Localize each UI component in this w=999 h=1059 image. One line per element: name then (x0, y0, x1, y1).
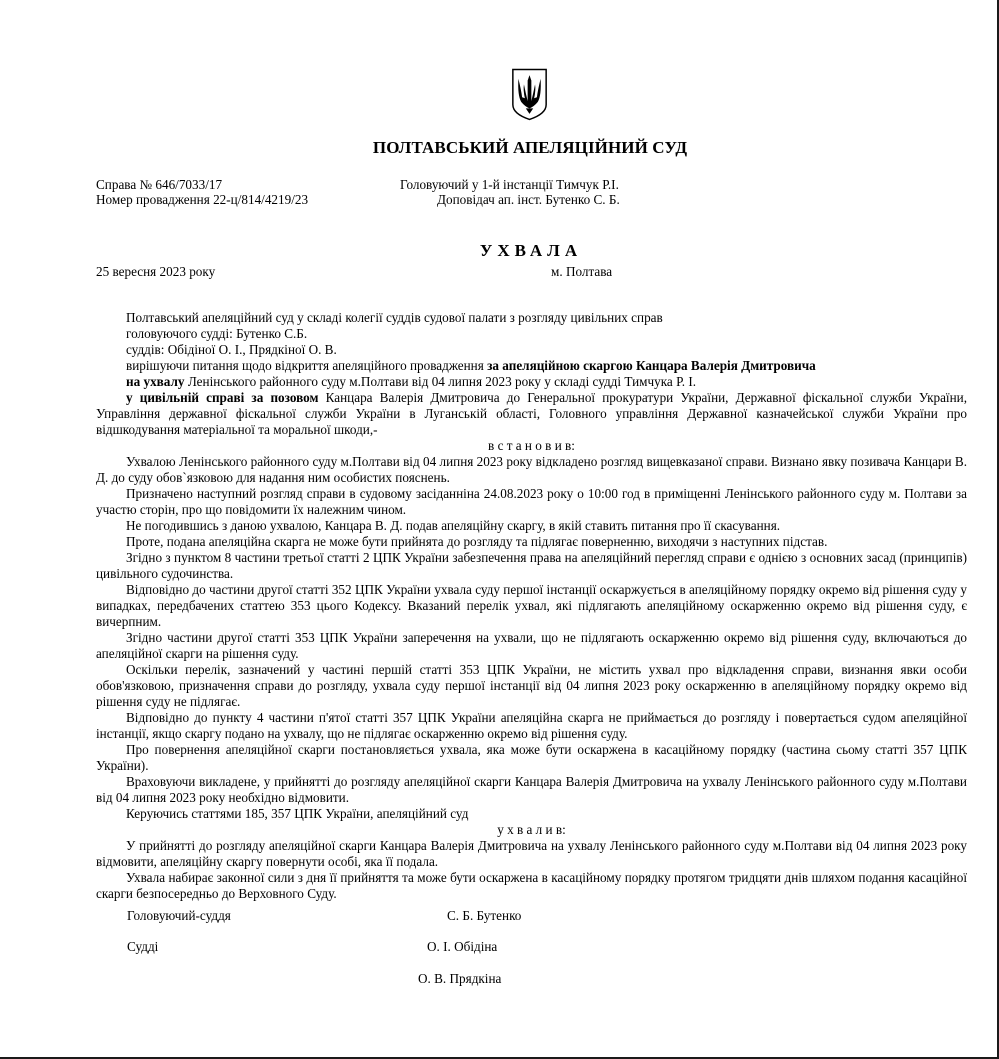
proceeding-number: Номер провадження 22-ц/814/4219/23 (96, 192, 309, 207)
intro-bold-text: у цивільній справі за позовом (126, 390, 319, 405)
presiding-label: Головуючий-суддя (127, 908, 231, 923)
paragraph: Ухвалою Ленінського районного суду м.Полтави від 04 липня 2023 року відкладено розгляд вищевказаної справи. Визнано явку позивача Канцари В. Д. до суду обов`язковою для надання ним особистих пояснень. (96, 454, 967, 485)
intro-bold-text: на ухвалу (126, 374, 185, 389)
paragraph: Оскільки перелік, зазначений у частині першій статті 353 ЦПК України, не містить ухвал про відкладення справи, визнання явки особи обов'язковою, призначення справи до розгляду, ухвала суду першої інстанції від 04 липня 2023 року оскарженню в апеляційному порядку окремо від рішення суду не підлягає. (96, 662, 967, 709)
paragraph: Керуючись статтями 185, 357 ЦПК України, апеляційний суд (126, 806, 469, 821)
judge-name: О. І. Обідіна (427, 939, 498, 954)
judges-label: Судді (127, 939, 159, 954)
intro-bold-text: за апеляційною скаргою Канцара Валерія Дмитровича (487, 358, 816, 373)
court-name: ПОЛТАВСЬКИЙ АПЕЛЯЦІЙНИЙ СУД (372, 138, 688, 157)
judge-name: О. В. Прядкіна (418, 971, 502, 986)
presiding-name: С. Б. Бутенко (447, 908, 522, 923)
intro-line (96, 374, 967, 390)
paragraph: Призначено наступний розгляд справи в судовому засіданніна 24.08.2023 року о 10:00 год в приміщенні Ленінського районного суду м. Полтави за участю сторін, про що повідомити їх належним чином. (96, 486, 967, 517)
paragraph: Про повернення апеляційної скарги постановляється ухвала, яка може бути оскаржена в касаційному порядку (частина сьому статті 357 ЦПК України). (96, 742, 967, 773)
intro-line: суддів: Обідіної О. І., Прядкіної О. В. (126, 342, 337, 357)
intro-line (96, 358, 967, 374)
paragraph: Не погодившись з даною ухвалою, Канцара В. Д. подав апеляційну скаргу, в якій ставить питання про її скасування. (126, 518, 781, 533)
paragraph: Ухвала набирає законної сили з дня її прийняття та може бути оскаржена в касаційному порядку протягом тридцяти днів шляхом подання касаційної скарги безпосередньо до Верховного Суду. (96, 870, 967, 901)
document-city: м. Полтава (551, 264, 613, 279)
resolved-heading: у х в а л и в: (497, 822, 566, 837)
intro-line: головуючого судді: Бутенко С.Б. (126, 326, 308, 341)
ruling-body (96, 310, 967, 902)
paragraph: Відповідно до частини другої статті 352 ЦПК України ухвала суду першої інстанції оскаржується в апеляційному порядку окремо від рішення суду у випадках, передбачених статтею 353 цього Кодексу. Вказаний перелік ухвал, які підлягають апеляційному оскарженню окремо від рішення суду, є вичерпним. (96, 582, 967, 629)
paragraph: Проте, подана апеляційна скарга не може бути прийнята до розгляду та підлягає поверненню, виходячи з наступних підстав. (126, 534, 828, 549)
first-instance-judge: Головуючий у 1-й інстанції Тимчук Р.І. (400, 177, 619, 192)
intro-paragraph (96, 390, 967, 438)
paragraph: Відповідно до пункту 4 частини п'ятої статті 357 ЦПК України апеляційна скарга не приймається до розгляду і повертається судом апеляційної інстанції, якщо скаргу подано на ухвалу, що не підлягає оскарженню окремо від рішення суду. (96, 710, 967, 741)
paragraph: Згідно з пунктом 8 частини третьої статті 2 ЦПК України забезпечення права на апеляційний перегляд справи є однією з основних засад (принципів) цивільного судочинства. (96, 550, 967, 581)
intro-line: Полтавський апеляційний суд у складі колегії суддів судової палати з розгляду цивільних справ (126, 310, 663, 325)
intro-text: вирішуючи питання щодо відкриття апеляційного провадження (126, 358, 488, 373)
intro-text: Канцара Валерія Дмитровича до Генеральної прокуратури України, Державної фіскальної служби України, Управління державної фіскальної служби України в Луганській області, Головного управління Державної казначейської служби України про відшкодування матеріальної та моральної шкоди,- (96, 390, 967, 437)
paragraph: Враховуючи викладене, у прийнятті до розгляду апеляційної скарги Канцара Валерія Дмитровича на ухвалу Ленінського районного суду м.Полтави від 04 липня 2023 року необхідно відмовити. (96, 774, 967, 805)
case-number: Справа № 646/7033/17 (96, 177, 223, 192)
established-heading: в с т а н о в и в: (488, 438, 575, 453)
paragraph: У прийнятті до розгляду апеляційної скарги Канцара Валерія Дмитровича на ухвалу Ленінського районного суду м.Полтави від 04 липня 2023 року відмовити, апеляційну скаргу повернути особі, яка її подала. (96, 838, 967, 869)
rapporteur-judge: Доповідач ап. інст. Бутенко С. Б. (437, 192, 620, 207)
document-date: 25 вересня 2023 року (96, 264, 216, 279)
intro-text: Ленінського районного суду м.Полтави від 04 липня 2023 року у складі судді Тимчука Р. І. (184, 374, 697, 389)
document-type: УХВАЛА (479, 241, 583, 260)
tryzub-coat-of-arms-icon (511, 67, 548, 122)
paragraph: Згідно частини другої статті 353 ЦПК України заперечення на ухвали, що не підлягають оскарженню окремо від рішення суду, включаються до апеляційної скарги на рішення суду. (96, 630, 967, 661)
